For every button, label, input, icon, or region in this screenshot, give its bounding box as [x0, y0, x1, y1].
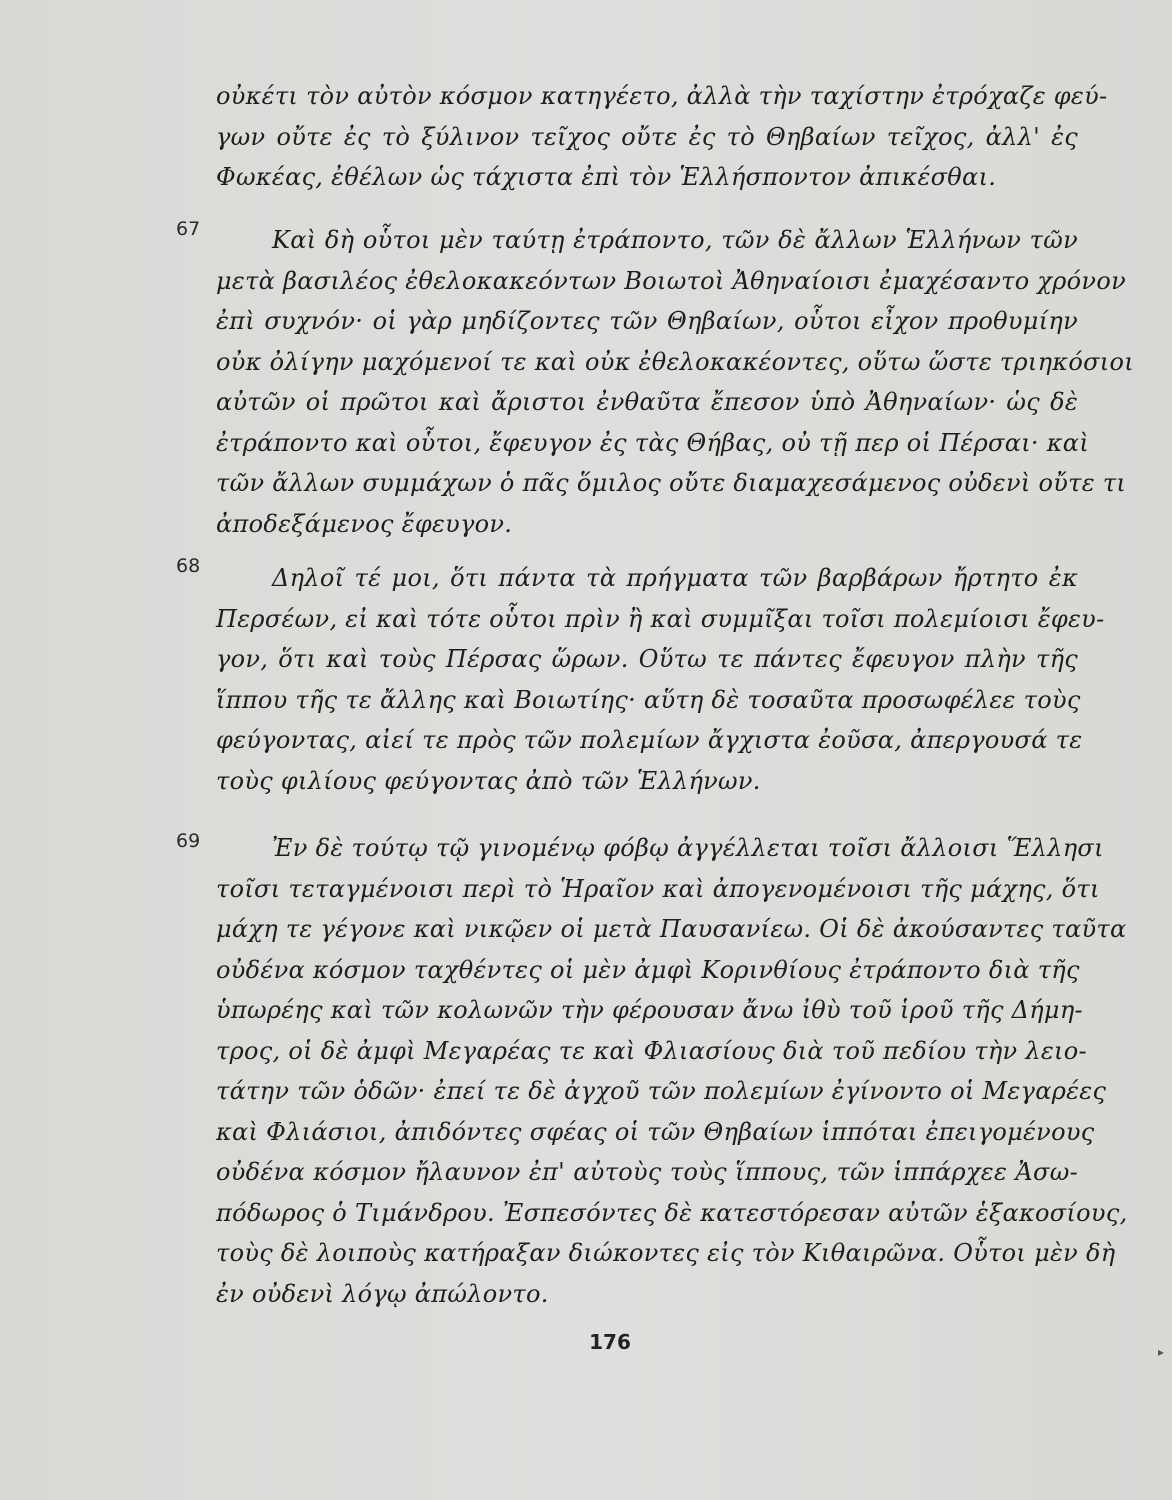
- text-line: Φωκέας, ἐθέλων ὡς τάχιστα ἐπὶ τὸν Ἑλλήσποντον ἀπικέσθαι.: [216, 163, 997, 191]
- paragraph-intro: [216, 76, 1108, 198]
- text-line: αὐτῶν οἱ πρῶτοι καὶ ἄριστοι ἐνθαῦτα ἔπεσον ὑπὸ Ἀθηναίων· ὡς δὲ: [216, 388, 1078, 416]
- section-number-69: 69: [176, 830, 201, 852]
- text-line: Ἐν δὲ τούτῳ τῷ γινομένῳ φόβῳ ἀγγέλλεται τοῖσι ἄλλοισι Ἕλλησι: [272, 834, 1104, 862]
- text-line: Περσέων, εἰ καὶ τότε οὗτοι πρὶν ἢ καὶ συμμῖξαι τοῖσι πολεμίοισι ἔφευ-: [216, 604, 1105, 633]
- text-line: γον, ὅτι καὶ τοὺς Πέρσας ὥρων. Οὕτω τε πάντες ἔφευγον πλὴν τῆς: [216, 645, 1078, 673]
- text-line: μάχη τε γέγονε καὶ νικῷεν οἱ μετὰ Παυσανίεω. Οἱ δὲ ἀκούσαντες ταῦτα: [216, 915, 1127, 943]
- text-line: ἐν οὐδενὶ λόγῳ ἀπώλοντο.: [216, 1279, 549, 1308]
- text-line: Καὶ δὴ οὗτοι μὲν ταύτῃ ἐτράποντο, τῶν δὲ ἄλλων Ἑλλήνων τῶν: [272, 226, 1078, 254]
- page-number: 176: [589, 1330, 631, 1354]
- text-line: τοῖσι τεταγμένοισι περὶ τὸ Ἡραῖον καὶ ἀπογενομένοισι τῆς μάχης, ὅτι: [216, 874, 1100, 903]
- text-line: οὐκ ὀλίγην μαχόμενοί τε καὶ οὐκ ἐθελοκακέοντες, οὕτω ὥστε τριηκόσιοι: [216, 347, 1134, 376]
- text-line: τοὺς φιλίους φεύγοντας ἀπὸ τῶν Ἑλλήνων.: [216, 766, 761, 795]
- text-line: οὐδένα κόσμον ἤλαυνον ἐπ' αὐτοὺς τοὺς ἵππους, τῶν ἱππάρχεε Ἀσω-: [216, 1158, 1078, 1186]
- text-line: τῶν ἄλλων συμμάχων ὁ πᾶς ὅμιλος οὔτε διαμαχεσάμενος οὐδενὶ οὔτε τι: [216, 469, 1127, 497]
- text-line: καὶ Φλιάσιοι, ἀπιδόντες σφέας οἱ τῶν Θηβαίων ἱππόται ἐπειγομένους: [216, 1117, 1095, 1146]
- edge-arrow-icon: ▸: [1157, 1345, 1164, 1359]
- text-line: γων οὔτε ἐς τὸ ξύλινον τεῖχος οὔτε ἐς τὸ Θηβαίων τεῖχος, ἀλλ' ἐς: [216, 122, 1078, 151]
- text-line: ἵππου τῆς τε ἄλλης καὶ Βοιωτίης· αὕτη δὲ τοσαῦτα προσωφέλεε τοὺς: [216, 685, 1081, 714]
- text-line: οὐκέτι τὸν αὐτὸν κόσμον κατηγέετο, ἀλλὰ τὴν ταχίστην ἐτρόχαζε φεύ-: [216, 82, 1108, 110]
- section-number-68: 68: [176, 555, 201, 577]
- text-line: ἀποδεξάμενος ἔφευγον.: [216, 509, 513, 538]
- text-line: ἐτράποντο καὶ οὗτοι, ἔφευγον ἐς τὰς Θήβας, οὐ τῇ περ οἱ Πέρσαι· καὶ: [216, 428, 1090, 457]
- text-line: οὐδένα κόσμον ταχθέντες οἱ μὲν ἀμφὶ Κορινθίους ἐτράποντο διὰ τῆς: [216, 955, 1080, 984]
- text-line: τρος, οἱ δὲ ἀμφὶ Μεγαρέας τε καὶ Φλιασίους διὰ τοῦ πεδίου τὴν λειο-: [216, 1036, 1087, 1065]
- text-line: μετὰ βασιλέος ἐθελοκακεόντων Βοιωτοὶ Ἀθηναίοισι ἐμαχέσαντο χρόνον: [216, 266, 1126, 295]
- paragraph-69: [216, 828, 1128, 1314]
- text-line: πόδωρος ὁ Τιμάνδρου. Ἐσπεσόντες δὲ κατεστόρεσαν αὐτῶν ἑξακοσίους,: [216, 1198, 1128, 1227]
- text-line: ἐπὶ συχνόν· οἱ γὰρ μηδίζοντες τῶν Θηβαίων, οὗτοι εἶχον προθυμίην: [216, 307, 1078, 335]
- paragraph-67: [216, 220, 1134, 544]
- text-line: τάτην τῶν ὁδῶν· ἐπεί τε δὲ ἀγχοῦ τῶν πολεμίων ἐγίνοντο οἱ Μεγαρέες: [216, 1077, 1107, 1105]
- text-line: ὑπωρέης καὶ τῶν κολωνῶν τὴν φέρουσαν ἄνω ἰθὺ τοῦ ἱροῦ τῆς Δήμη-: [216, 996, 1083, 1024]
- text-line: τοὺς δὲ λοιποὺς κατήραξαν διώκοντες εἰς τὸν Κιθαιρῶνα. Οὗτοι μὲν δὴ: [216, 1239, 1116, 1267]
- paragraph-68: [216, 558, 1105, 801]
- section-number-67: 67: [176, 218, 201, 240]
- text-line: Δηλοῖ τέ μοι, ὅτι πάντα τὰ πρήγματα τῶν βαρβάρων ἤρτητο ἐκ: [272, 564, 1078, 592]
- text-line: φεύγοντας, αἰεί τε πρὸς τῶν πολεμίων ἄγχιστα ἐοῦσα, ἀπεργουσά τε: [216, 726, 1083, 754]
